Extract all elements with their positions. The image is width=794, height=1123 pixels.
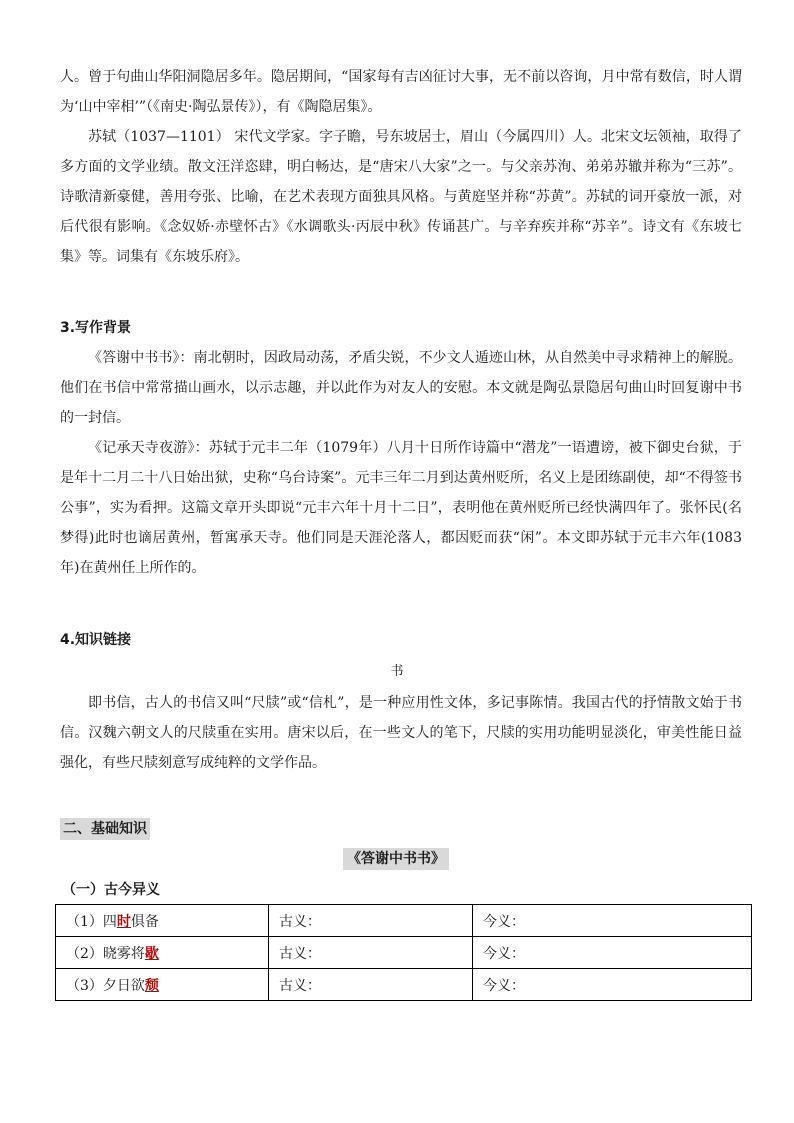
- ancient-meaning-cell[interactable]: 古义：: [269, 969, 473, 1001]
- section-heading-basics: 二、基础知识: [60, 818, 150, 840]
- modern-meaning-cell[interactable]: 今义：: [473, 937, 752, 969]
- background-paragraph-2: 《记承天寺夜游》：苏轼于元丰二年（1079年）八月十日所作诗篇中“潜龙”一语遭谤，被下御史台狱，于是年十二月二十八日始出狱，史称“乌台诗案”。元丰三年二月到达黄州贬所，名义上是团练副使，却“不得签书公事”，实为看押。这篇文章开头即说“元丰六年十月十二日”，表明他在黄州贬所已经快满四年了。张怀民(名梦得)此时也谪居黄州，暂寓承天寺。他们同是天涯沦落人，都因贬而获“闲”。本文即苏轼于元丰六年(1083年)在黄州任上所作的。: [60, 440, 742, 576]
- knowledge-heading: 4.知识链接: [60, 632, 132, 648]
- table-row: [56, 905, 752, 937]
- term-prefix: （1）四: [66, 913, 117, 930]
- work-title: 《答谢中书书》: [343, 848, 449, 870]
- tao-hongjing-bio: 人。曾于句曲山华阳洞隐居多年。隐居期间，“国家每有吉凶征讨大事，无不前以咨询，月中常有数信，时人谓为‘山中宰相’”（《南史·陶弘景传》），有《陶隐居集》。: [60, 69, 742, 115]
- term-cell: [56, 905, 269, 937]
- term-prefix: （2）晓雾将: [66, 945, 145, 962]
- term-keyword: 歇: [144, 945, 159, 962]
- term-keyword: 时: [116, 913, 131, 930]
- subheading-ancient-modern: （一）古今异义: [62, 882, 160, 898]
- ancient-meaning-cell[interactable]: 古义：: [269, 937, 473, 969]
- term-keyword: 颓: [144, 977, 159, 994]
- term-cell: [56, 969, 269, 1001]
- ancient-modern-table: [55, 904, 752, 1001]
- term-cell: [56, 937, 269, 969]
- table-row: [56, 969, 752, 1001]
- table-row: [56, 937, 752, 969]
- knowledge-paragraph: 即书信，古人的书信又叫“尺牍”或“信札”，是一种应用性文体，多记事陈情。我国古代的抒情散文始于书信。汉魏六朝文人的尺牍重在实用。唐宋以后，在一些文人的笔下，尺牍的实用功能明显淡化，审美性能日益强化，有些尺牍刻意写成纯粹的文学作品。: [60, 695, 742, 771]
- ancient-meaning-cell[interactable]: 古义：: [269, 905, 473, 937]
- background-heading: 3.写作背景: [60, 320, 132, 336]
- su-shi-bio: 苏轼（1037—1101） 宋代文学家。字子瞻，号东坡居士，眉山（今属四川）人。北宋文坛领袖，取得了多方面的文学业绩。散文汪洋恣肆，明白畅达，是“唐宋八大家”之一。与父亲苏洵、弟弟苏辙并称为“三苏”。诗歌清新豪健，善用夸张、比喻，在艺术表现方面独具风格。与黄庭坚并称“苏黄”。苏轼的词开豪放一派，对后代很有影响。《念奴娇·赤壁怀古》《水调歌头·丙辰中秋》传诵甚广。与辛弃疾并称“苏辛”。诗文有《东坡七集》等。词集有《东坡乐府》。: [60, 129, 742, 265]
- background-paragraph-1: 《答谢中书书》：南北朝时，因政局动荡，矛盾尖锐，不少文人遁迹山林，从自然美中寻求精神上的解脱。他们在书信中常常描山画水，以示志趣，并以此作为对友人的安慰。本文就是陶弘景隐居句曲山时回复谢中书的一封信。: [60, 350, 742, 426]
- knowledge-title: 书: [390, 664, 404, 679]
- term-prefix: （3）夕日欲: [66, 977, 145, 994]
- term-suffix: 俱备: [130, 913, 159, 930]
- modern-meaning-cell[interactable]: 今义：: [473, 969, 752, 1001]
- modern-meaning-cell[interactable]: 今义：: [473, 905, 752, 937]
